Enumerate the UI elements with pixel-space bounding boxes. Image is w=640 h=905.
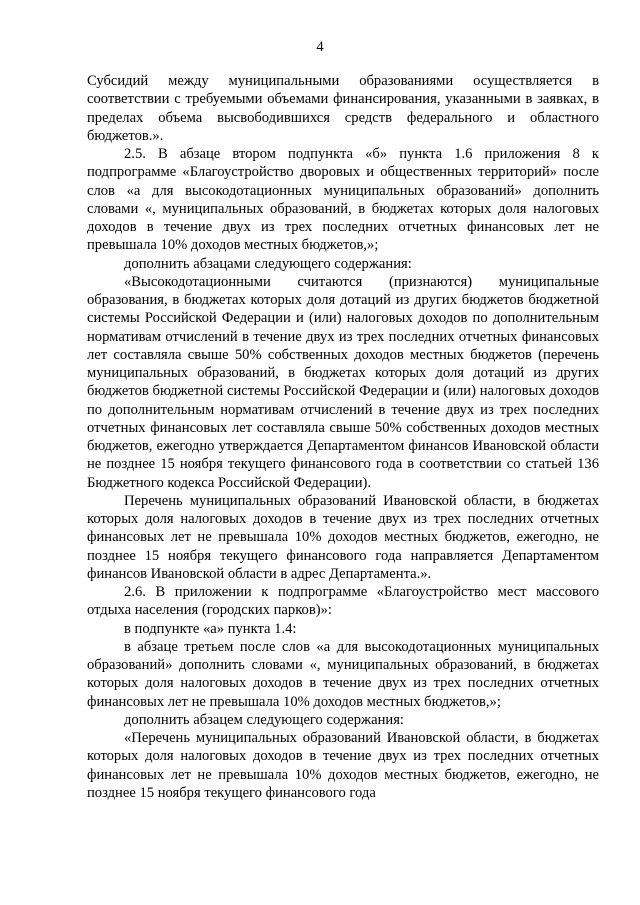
paragraph-2-5: 2.5. В абзаце втором подпункта «б» пункта 1.6 приложения 8 к подпрограмме «Благоустройство дворовых и общественных территорий» после слов «а для высокодотационных муниципальных образований» дополнить словами «, муниципальных образований, в бюджетах которых доля налоговых доходов в течение двух из трех последних отчетных финансовых лет не превышала 10% доходов местных бюджетов,»;	[87, 146, 599, 254]
paragraph-municipal-list-quote: «Перечень муниципальных образований Ивановской области, в бюджетах которых доля налоговых доходов в течение двух из трех последних отчетных финансовых лет не превышала 10% доходов местных бюджетов, ежегодно, не позднее 15 ноября текущего финансового года	[87, 730, 599, 801]
paragraph-2-6: 2.6. В приложении к подпрограмме «Благоустройство мест массового отдыха населения (городских парков)»:	[87, 584, 599, 619]
paragraph-add-abzats: дополнить абзацем следующего содержания:	[124, 711, 404, 728]
page-number: 4	[316, 39, 324, 55]
paragraph-add-paragraphs: дополнить абзацами следующего содержания:	[124, 255, 412, 272]
paragraph-continuation: Субсидий между муниципальными образованиями осуществляется в соответствии с требуемыми объемами финансирования, указанными в заявках, в пределах объема высвободившихся средств федерального и областного бюджетов.».	[87, 73, 599, 144]
paragraph-municipal-list: Перечень муниципальных образований Ивановской области, в бюджетах которых доля налоговых доходов в течение двух из трех последних отчетных финансовых лет не превышала 10% доходов местных бюджетов, ежегодно, не позднее 15 ноября текущего финансового года направляется Департаментом финансов Ивановской области в адрес Департамента.».	[87, 492, 599, 582]
document-body	[87, 72, 599, 802]
paragraph-third-abzats: в абзаце третьем после слов «а для высокодотационных муниципальных образований» дополнить словами «, муниципальных образований, в бюджетах которых доля налоговых доходов в течение двух из трех последних отчетных финансовых лет не превышала 10% доходов местных бюджетов,»;	[87, 638, 599, 710]
paragraph-subpoint-a: в подпункте «а» пункта 1.4:	[124, 620, 297, 637]
paragraph-high-subsidy-definition: «Высокодотационными считаются (признаются) муниципальные образования, в бюджетах которых доля дотаций из других бюджетов бюджетной системы Российской Федерации и (или) налоговых доходов по дополнительным нормативам отчислений в течение двух из трех последних отчетных финансовых лет составляла свыше 50% собственных доходов местных бюджетов (перечень муниципальных образований, в бюджетах которых доля дотаций из других бюджетов бюджетной системы Российской Федерации и (или) налоговых доходов по дополнительным нормативам отчислений в течение двух из трех последних отчетных финансовых лет составляла свыше 50% собственных доходов местных бюджетов, ежегодно утверждается Департаментом финансов Ивановской области не позднее 15 ноября текущего финансового года в соответствии со статьей 136 Бюджетного кодекса Российской Федерации).	[87, 273, 599, 491]
